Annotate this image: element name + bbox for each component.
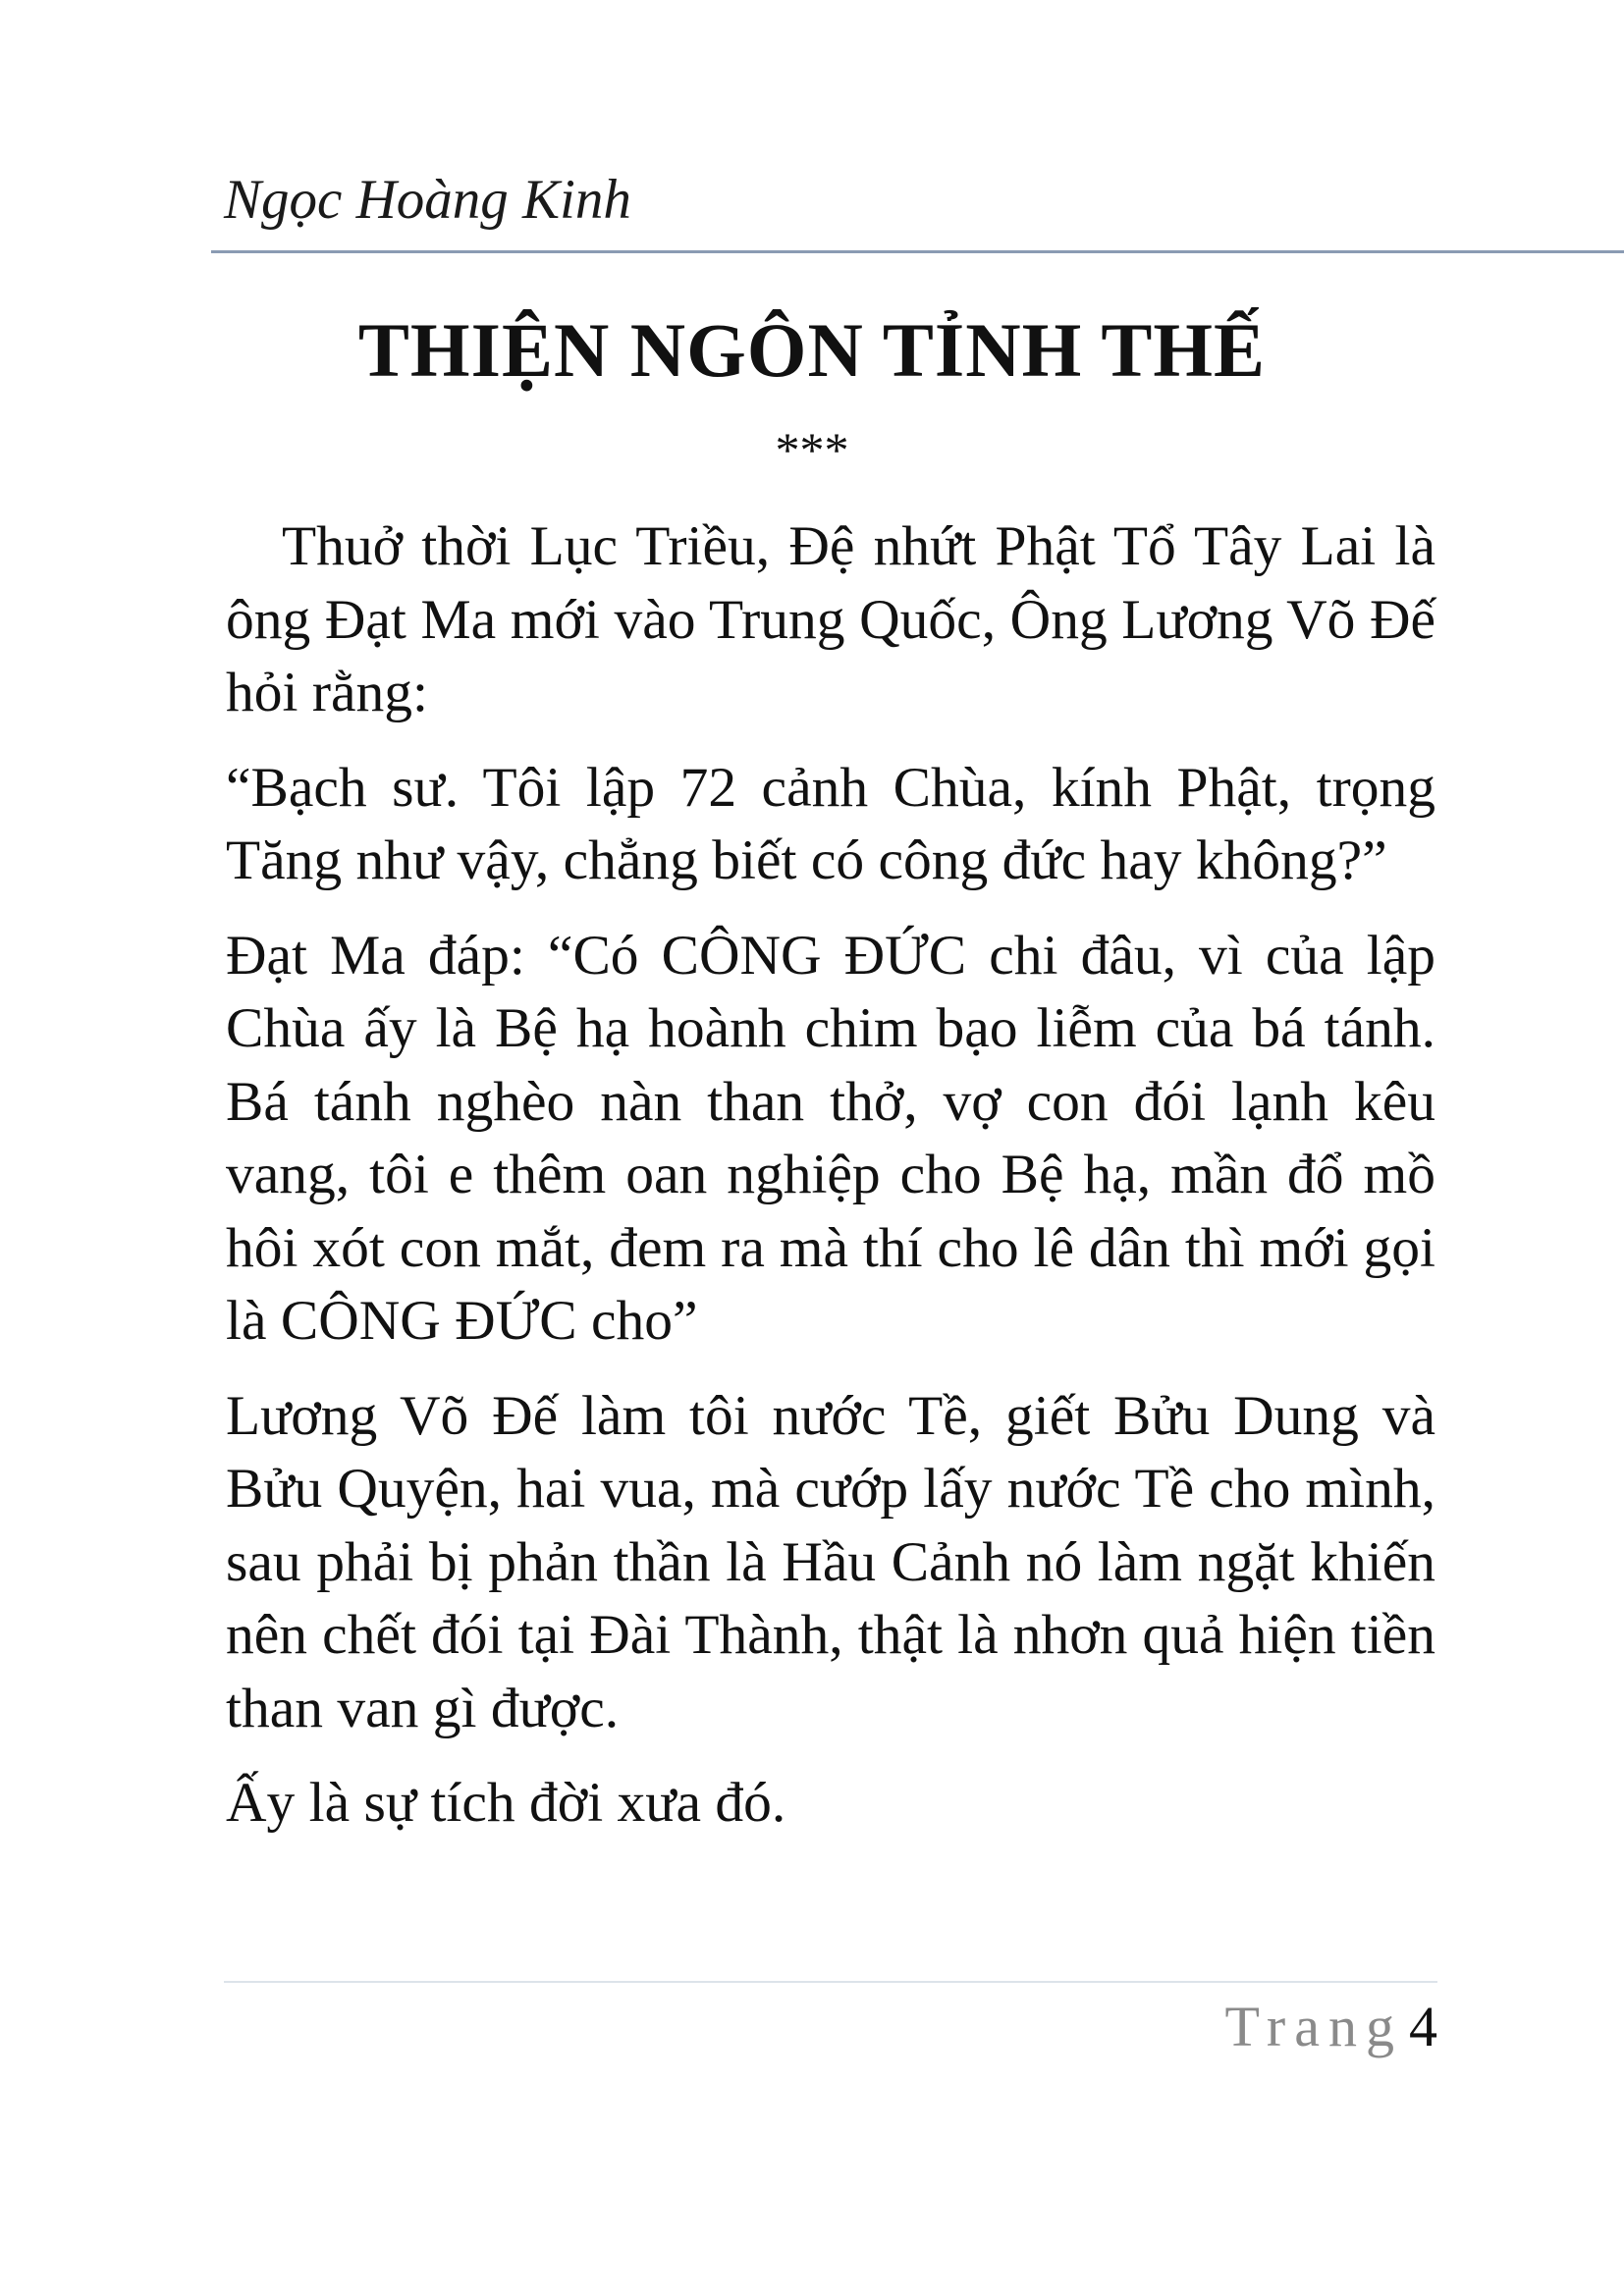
page-number	[1225, 1993, 1437, 2061]
paragraph-2: “Bạch sư. Tôi lập 72 cảnh Chùa, kính Phật, trọng Tăng như vậy, chẳng biết có công đức hay không?”	[226, 756, 1435, 891]
paragraph-5: Ấy là sự tích đời xưa đó.	[226, 1772, 786, 1834]
page-label: Trang	[1224, 1995, 1403, 2058]
header-divider	[211, 250, 1624, 253]
paragraph-3: Đạt Ma đáp: “Có CÔNG ĐỨC chi đâu, vì của lập Chùa ấy là Bệ hạ hoành chim bạo liễm của bá tánh. Bá tánh nghèo nàn than thở, vợ con đói lạnh kêu vang, tôi e thêm oan nghiệp cho Bệ hạ, mần đổ mồ hôi xót con mắt, đem ra mà thí cho lê dân thì mới gọi là CÔNG ĐỨC cho”	[226, 924, 1435, 1352]
page-number-value: 4	[1409, 1995, 1437, 2058]
running-header-title: Ngọc Hoàng Kinh	[224, 169, 631, 231]
title-separator: ***	[775, 422, 849, 477]
paragraph-4: Lương Võ Đế làm tôi nước Tề, giết Bửu Dung và Bửu Quyện, hai vua, mà cướp lấy nước Tề cho mình, sau phải bị phản thần là Hầu Cảnh nó làm ngặt khiến nên chết đói tại Đài Thành, thật là nhơn quả hiện tiền than van gì được.	[226, 1384, 1435, 1739]
body-text	[226, 510, 1435, 1862]
paragraph-1: Thuở thời Lục Triều, Đệ nhứt Phật Tổ Tây Lai là ông Đạt Ma mới vào Trung Quốc, Ông Lương Võ Đế hỏi rằng:	[226, 515, 1435, 723]
footer-divider	[224, 1981, 1437, 1983]
document-title: THIỆN NGÔN TỈNH THẾ	[357, 307, 1267, 393]
